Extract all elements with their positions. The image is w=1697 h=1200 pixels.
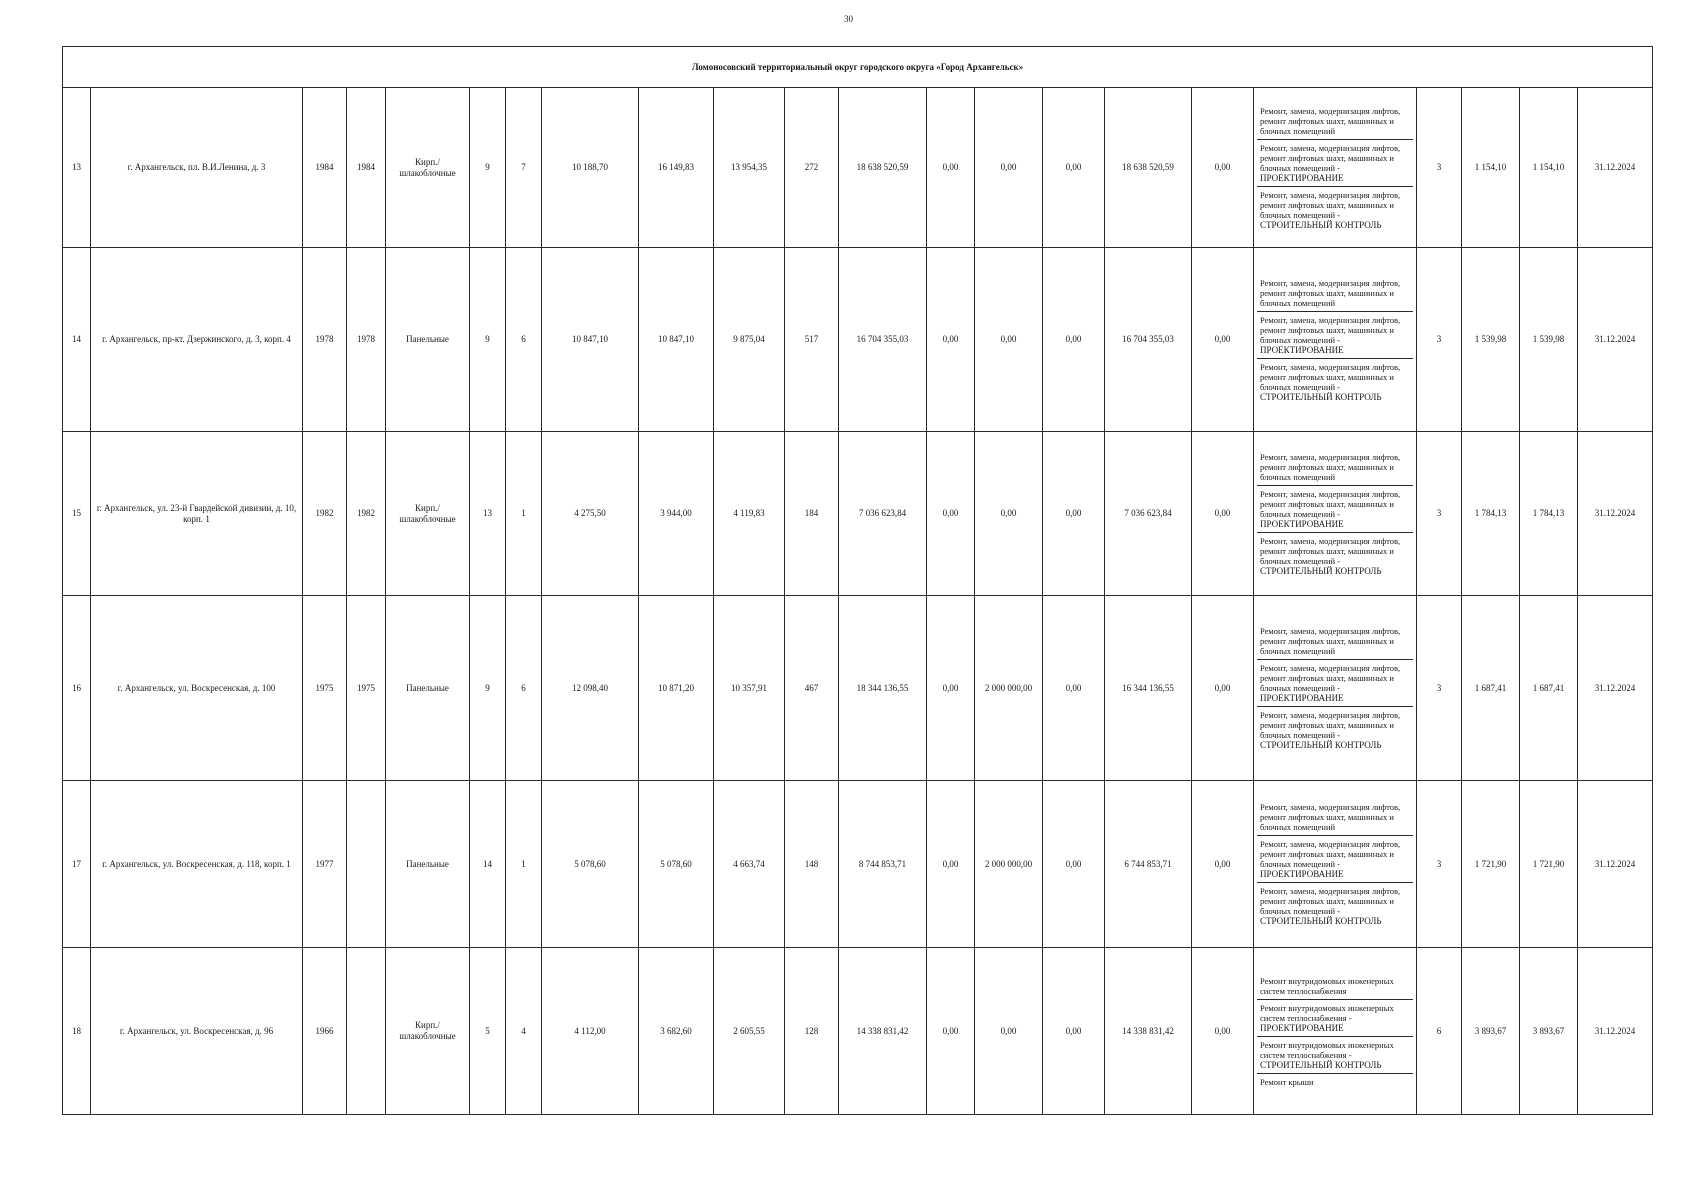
year-built-cell: 1984	[303, 88, 347, 248]
total-cost-cell: 16 704 355,03	[839, 248, 927, 432]
work-item-text: Ремонт внутридомовых инженерных систем теплоснабжения -	[1260, 1002, 1394, 1023]
table-row	[63, 948, 1653, 1115]
entrances-cell: 4	[506, 948, 542, 1115]
works-list	[1257, 449, 1413, 579]
residents-cell: 128	[785, 948, 839, 1115]
work-item-text: Ремонт, замена, модернизация лифтов, ремонт лифтовых шахт, машинных и блочных помещений -	[1260, 663, 1401, 693]
work-item	[1257, 836, 1413, 883]
work-item-text: Ремонт, замена, модернизация лифтов, ремонт лифтовых шахт, машинных и блочных помещений -	[1260, 361, 1401, 392]
work-item	[1257, 359, 1413, 405]
work-item	[1257, 1037, 1413, 1074]
count-cell: 3	[1417, 781, 1462, 948]
address-cell: г. Архангельск, ул. Воскресенская, д. 100	[91, 596, 303, 781]
deadline-cell: 31.12.2024	[1578, 781, 1653, 948]
unit-cost-cell: 1 154,10	[1462, 88, 1520, 248]
work-item	[1257, 799, 1413, 836]
address-cell: г. Архангельск, пр-кт. Дзержинского, д. 3, корп. 4	[91, 248, 303, 432]
fund-3-cell: 0,00	[1043, 781, 1105, 948]
fund-2-cell: 2 000 000,00	[975, 596, 1043, 781]
floors-cell: 9	[470, 88, 506, 248]
work-item-stage: СТРОИТЕЛЬНЫЙ КОНТРОЛЬ	[1260, 916, 1382, 926]
total-area-cell: 10 847,10	[542, 248, 639, 432]
fund-5-cell: 0,00	[1192, 781, 1254, 948]
work-item-text: Ремонт, замена, модернизация лифтов, ремонт лифтовых шахт, машинных и блочных помещений -	[1260, 886, 1401, 916]
wall-material-cell: Панельные	[386, 596, 470, 781]
entrances-cell: 6	[506, 248, 542, 432]
work-item	[1257, 275, 1413, 312]
work-item	[1257, 623, 1413, 660]
work-item-stage: ПРОЕКТИРОВАНИЕ	[1260, 869, 1344, 879]
year-built-cell: 1966	[303, 948, 347, 1115]
work-item	[1257, 312, 1413, 359]
row-number-cell: 14	[63, 248, 91, 432]
works-list	[1257, 275, 1413, 405]
count-cell: 3	[1417, 88, 1462, 248]
wall-material-cell: Кирп./ шлакоблочные	[386, 432, 470, 596]
work-item	[1257, 660, 1413, 707]
fund-5-cell: 0,00	[1192, 248, 1254, 432]
unit-cost-cell: 1 539,98	[1462, 248, 1520, 432]
work-item	[1257, 486, 1413, 533]
table-row	[63, 432, 1653, 596]
fund-1-cell: 0,00	[927, 781, 975, 948]
fund-4-cell: 16 704 355,03	[1105, 248, 1192, 432]
floors-cell: 14	[470, 781, 506, 948]
address-cell: г. Архангельск, пл. В.И.Ленина, д. 3	[91, 88, 303, 248]
deadline-cell: 31.12.2024	[1578, 596, 1653, 781]
area-3-cell: 4 663,74	[714, 781, 785, 948]
fund-4-cell: 18 638 520,59	[1105, 88, 1192, 248]
row-number-cell: 13	[63, 88, 91, 248]
entrances-cell: 6	[506, 596, 542, 781]
work-item-stage: СТРОИТЕЛЬНЫЙ КОНТРОЛЬ	[1260, 1059, 1382, 1070]
total-area-cell: 4 112,00	[542, 948, 639, 1115]
wall-material-cell: Панельные	[386, 781, 470, 948]
count-cell: 3	[1417, 432, 1462, 596]
entrances-cell: 1	[506, 781, 542, 948]
area-3-cell: 10 357,91	[714, 596, 785, 781]
floors-cell: 9	[470, 596, 506, 781]
district-row	[63, 47, 1653, 88]
works-list	[1257, 623, 1413, 753]
fund-3-cell: 0,00	[1043, 596, 1105, 781]
total-area-cell: 4 275,50	[542, 432, 639, 596]
fund-5-cell: 0,00	[1192, 432, 1254, 596]
year-built-cell: 1977	[303, 781, 347, 948]
work-item-text: Ремонт внутридомовых инженерных систем теплоснабжения	[1260, 975, 1394, 996]
year-commission-cell: 1984	[347, 88, 386, 248]
work-item-text: Ремонт, замена, модернизация лифтов, ремонт лифтовых шахт, машинных и блочных помещений -	[1260, 535, 1401, 566]
area-2-cell: 10 847,10	[639, 248, 714, 432]
total-cost-cell: 7 036 623,84	[839, 432, 927, 596]
fund-3-cell: 0,00	[1043, 88, 1105, 248]
fund-2-cell: 0,00	[975, 948, 1043, 1115]
work-item	[1257, 1000, 1413, 1037]
residents-cell: 467	[785, 596, 839, 781]
fund-3-cell: 0,00	[1043, 948, 1105, 1115]
area-2-cell: 5 078,60	[639, 781, 714, 948]
count-cell: 6	[1417, 948, 1462, 1115]
year-commission-cell: 1978	[347, 248, 386, 432]
works-list	[1257, 799, 1413, 929]
entrances-cell: 7	[506, 88, 542, 248]
work-item-text: Ремонт, замена, модернизация лифтов, ремонт лифтовых шахт, машинных и блочных помещений	[1260, 277, 1401, 308]
unit-cost-cell: 1 784,13	[1462, 432, 1520, 596]
work-item	[1257, 187, 1413, 233]
total-cost-cell: 8 744 853,71	[839, 781, 927, 948]
works-cell	[1254, 596, 1417, 781]
work-item-text: Ремонт, замена, модернизация лифтов, ремонт лифтовых шахт, машинных и блочных помещений	[1260, 105, 1401, 136]
row-number-cell: 15	[63, 432, 91, 596]
max-cost-cell: 1 154,10	[1520, 88, 1578, 248]
floors-cell: 13	[470, 432, 506, 596]
fund-4-cell: 6 744 853,71	[1105, 781, 1192, 948]
work-item-text: Ремонт, замена, модернизация лифтов, ремонт лифтовых шахт, машинных и блочных помещений -	[1260, 189, 1401, 220]
entrances-cell: 1	[506, 432, 542, 596]
residents-cell: 148	[785, 781, 839, 948]
total-cost-cell: 14 338 831,42	[839, 948, 927, 1115]
work-item-text: Ремонт, замена, модернизация лифтов, ремонт лифтовых шахт, машинных и блочных помещений	[1260, 802, 1401, 832]
residents-cell: 272	[785, 88, 839, 248]
work-item	[1257, 707, 1413, 753]
work-item	[1257, 883, 1413, 929]
count-cell: 3	[1417, 596, 1462, 781]
fund-5-cell: 0,00	[1192, 596, 1254, 781]
area-3-cell: 9 875,04	[714, 248, 785, 432]
table-row	[63, 781, 1653, 948]
work-item-stage: СТРОИТЕЛЬНЫЙ КОНТРОЛЬ	[1260, 391, 1382, 402]
fund-5-cell: 0,00	[1192, 88, 1254, 248]
total-cost-cell: 18 344 136,55	[839, 596, 927, 781]
fund-1-cell: 0,00	[927, 432, 975, 596]
work-item-text: Ремонт, замена, модернизация лифтов, ремонт лифтовых шахт, машинных и блочных помещений -	[1260, 142, 1401, 173]
works-list	[1257, 103, 1413, 233]
fund-2-cell: 0,00	[975, 248, 1043, 432]
area-3-cell: 2 605,55	[714, 948, 785, 1115]
works-cell	[1254, 948, 1417, 1115]
table-row	[63, 248, 1653, 432]
works-cell	[1254, 88, 1417, 248]
works-cell	[1254, 248, 1417, 432]
work-item-stage: ПРОЕКТИРОВАНИЕ	[1260, 693, 1344, 703]
row-number-cell: 16	[63, 596, 91, 781]
address-cell: г. Архангельск, ул. Воскресенская, д. 96	[91, 948, 303, 1115]
max-cost-cell: 1 687,41	[1520, 596, 1578, 781]
unit-cost-cell: 1 687,41	[1462, 596, 1520, 781]
work-item	[1257, 973, 1413, 1000]
work-item-text: Ремонт, замена, модернизация лифтов, ремонт лифтовых шахт, машинных и блочных помещений -	[1260, 710, 1401, 740]
count-cell: 3	[1417, 248, 1462, 432]
area-2-cell: 3 682,60	[639, 948, 714, 1115]
area-2-cell: 3 944,00	[639, 432, 714, 596]
works-cell	[1254, 781, 1417, 948]
fund-1-cell: 0,00	[927, 948, 975, 1115]
work-item	[1257, 103, 1413, 140]
year-built-cell: 1978	[303, 248, 347, 432]
works-cell	[1254, 432, 1417, 596]
max-cost-cell: 1 539,98	[1520, 248, 1578, 432]
total-area-cell: 10 188,70	[542, 88, 639, 248]
table-row	[63, 596, 1653, 781]
work-item-stage: ПРОЕКТИРОВАНИЕ	[1260, 172, 1344, 183]
fund-3-cell: 0,00	[1043, 432, 1105, 596]
deadline-cell: 31.12.2024	[1578, 432, 1653, 596]
wall-material-cell: Кирп./ шлакоблочные	[386, 948, 470, 1115]
area-3-cell: 13 954,35	[714, 88, 785, 248]
table-row	[63, 88, 1653, 248]
works-list	[1257, 973, 1413, 1090]
unit-cost-cell: 3 893,67	[1462, 948, 1520, 1115]
area-2-cell: 10 871,20	[639, 596, 714, 781]
fund-3-cell: 0,00	[1043, 248, 1105, 432]
deadline-cell: 31.12.2024	[1578, 88, 1653, 248]
work-item-stage: ПРОЕКТИРОВАНИЕ	[1260, 1022, 1344, 1033]
work-item-text: Ремонт, замена, модернизация лифтов, ремонт лифтовых шахт, машинных и блочных помещений -	[1260, 314, 1401, 345]
fund-1-cell: 0,00	[927, 248, 975, 432]
work-item-text: Ремонт, замена, модернизация лифтов, ремонт лифтовых шахт, машинных и блочных помещений -	[1260, 839, 1401, 869]
fund-4-cell: 14 338 831,42	[1105, 948, 1192, 1115]
work-item	[1257, 533, 1413, 579]
address-cell: г. Архангельск, ул. 23-й Гвардейской дивизии, д. 10, корп. 1	[91, 432, 303, 596]
fund-1-cell: 0,00	[927, 88, 975, 248]
residents-cell: 184	[785, 432, 839, 596]
unit-cost-cell: 1 721,90	[1462, 781, 1520, 948]
row-number-cell: 17	[63, 781, 91, 948]
fund-2-cell: 0,00	[975, 432, 1043, 596]
district-title: Ломоносовский территориальный округ городского округа «Город Архангельск»	[63, 47, 1653, 88]
work-item-text: Ремонт, замена, модернизация лифтов, ремонт лифтовых шахт, машинных и блочных помещений -	[1260, 488, 1401, 519]
max-cost-cell: 3 893,67	[1520, 948, 1578, 1115]
address-cell: г. Архангельск, ул. Воскресенская, д. 118, корп. 1	[91, 781, 303, 948]
year-built-cell: 1975	[303, 596, 347, 781]
fund-2-cell: 2 000 000,00	[975, 781, 1043, 948]
floors-cell: 9	[470, 248, 506, 432]
fund-2-cell: 0,00	[975, 88, 1043, 248]
fund-5-cell: 0,00	[1192, 948, 1254, 1115]
deadline-cell: 31.12.2024	[1578, 248, 1653, 432]
work-item	[1257, 140, 1413, 187]
floors-cell: 5	[470, 948, 506, 1115]
work-item-text: Ремонт, замена, модернизация лифтов, ремонт лифтовых шахт, машинных и блочных помещений	[1260, 626, 1401, 656]
work-item-text: Ремонт внутридомовых инженерных систем теплоснабжения -	[1260, 1039, 1394, 1060]
area-2-cell: 16 149,83	[639, 88, 714, 248]
work-item-stage: СТРОИТЕЛЬНЫЙ КОНТРОЛЬ	[1260, 565, 1382, 576]
max-cost-cell: 1 784,13	[1520, 432, 1578, 596]
work-item-text: Ремонт, замена, модернизация лифтов, ремонт лифтовых шахт, машинных и блочных помещений	[1260, 451, 1401, 482]
year-commission-cell: 1975	[347, 596, 386, 781]
wall-material-cell: Панельные	[386, 248, 470, 432]
deadline-cell: 31.12.2024	[1578, 948, 1653, 1115]
work-item-stage: СТРОИТЕЛЬНЫЙ КОНТРОЛЬ	[1260, 219, 1382, 230]
fund-4-cell: 7 036 623,84	[1105, 432, 1192, 596]
total-area-cell: 12 098,40	[542, 596, 639, 781]
work-item-stage: СТРОИТЕЛЬНЫЙ КОНТРОЛЬ	[1260, 740, 1382, 750]
work-item-stage: ПРОЕКТИРОВАНИЕ	[1260, 344, 1344, 355]
work-item	[1257, 1074, 1413, 1090]
total-cost-cell: 18 638 520,59	[839, 88, 927, 248]
year-commission-cell	[347, 781, 386, 948]
total-area-cell: 5 078,60	[542, 781, 639, 948]
work-item	[1257, 449, 1413, 486]
fund-4-cell: 16 344 136,55	[1105, 596, 1192, 781]
page-number: 30	[844, 14, 853, 24]
area-3-cell: 4 119,83	[714, 432, 785, 596]
work-item-text: Ремонт крыши	[1260, 1076, 1314, 1087]
capital-repair-table	[62, 46, 1653, 1115]
year-commission-cell: 1982	[347, 432, 386, 596]
year-commission-cell	[347, 948, 386, 1115]
year-built-cell: 1982	[303, 432, 347, 596]
residents-cell: 517	[785, 248, 839, 432]
max-cost-cell: 1 721,90	[1520, 781, 1578, 948]
wall-material-cell: Кирп./ шлакоблочные	[386, 88, 470, 248]
work-item-stage: ПРОЕКТИРОВАНИЕ	[1260, 518, 1344, 529]
fund-1-cell: 0,00	[927, 596, 975, 781]
row-number-cell: 18	[63, 948, 91, 1115]
